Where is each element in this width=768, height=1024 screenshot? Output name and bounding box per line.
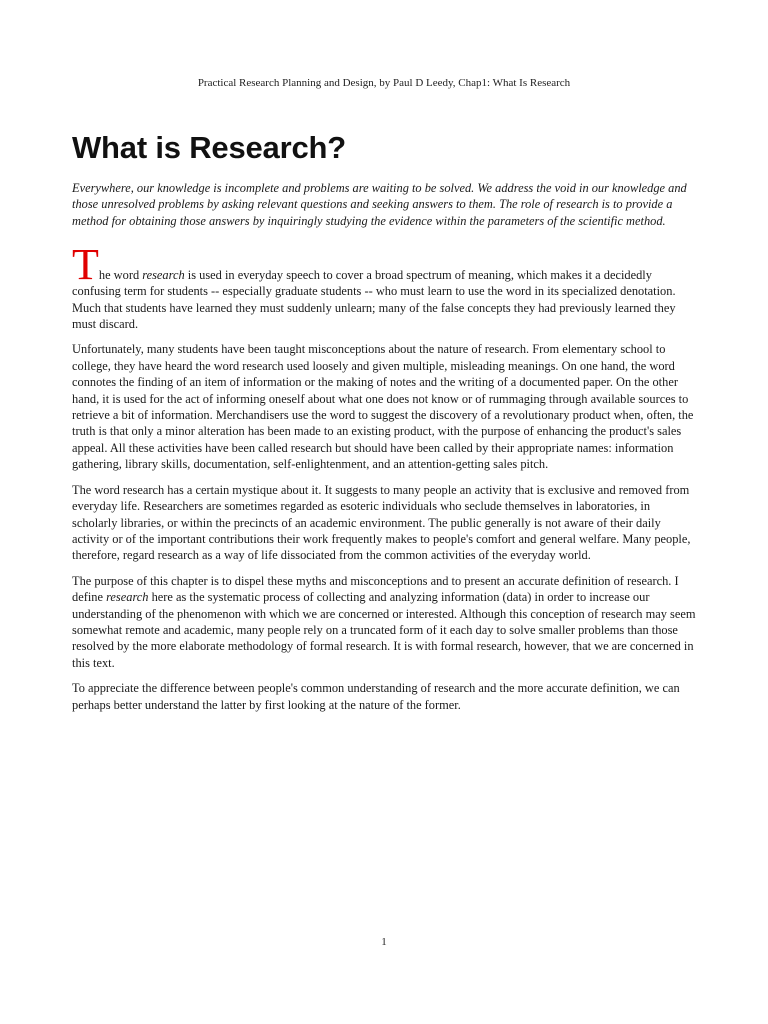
- first-line-text-after: is used in everyday speech to cover a broad spectrum of meaning, which makes it a decidedly: [184, 268, 652, 283]
- drop-cap: T: [72, 240, 99, 290]
- paragraph-4-after: here as the systematic process of collecting and analyzing information (data) in order to increase our understanding of the phenomenon with which we are concerned or interested. Although this conception of research may seem somewhat remote and academic, many people rely on a truncated form of it each day to solve smaller problems than those resolved by the more elaborate methodology of formal research. It is with formal research, however, that we are concerned in this text.: [72, 590, 696, 670]
- paragraph-4-emphasis: research: [106, 590, 149, 605]
- running-header: Practical Research Planning and Design, by Paul D Leedy, Chap1: What Is Research: [197, 77, 571, 89]
- paragraph-2: Unfortunately, many students have been taught misconceptions about the nature of research. From elementary school to college, they have heard the word research used loosely and given multiple, misleading meanings. On one hand, the word connotes the finding of an item of information or the making of notes and the writing of a documented paper. On the other hand, it is used for the act of informing oneself about what one does not know or of rummaging through available sources to retrieve a bit of information. Merchandisers use the word to suggest the discovery of a revolutionary product when, often, the truth is that only a minor alteration has been made to an existing product, with the purpose of enhancing the product's sales appeal. All these activities have been called research but should have been called by their appropriate names: information gathering, library skills, documentation, self-enlightenment, and an attention-getting sales pitch.: [72, 342, 694, 472]
- paragraph-4-before: The purpose of this chapter is to dispel these myths and misconceptions and to present an accurate definition of research. I define: [72, 573, 679, 605]
- paragraph-3: The word research has a certain mystique about it. It suggests to many people an activity that is exclusive and removed from everyday life. Researchers are sometimes regarded as esoteric individuals who seclude themselves in laboratories, in scholarly libraries, or within the precincts of an academic environment. The public generally is not aware of their daily activity or of the important contributions their work frequently makes to people's comfort and general welfare. Many people, therefore, regard research as a way of life dissociated from the common activities of the everyday world.: [72, 482, 691, 563]
- page-number: 1: [381, 936, 387, 948]
- lead-paragraph: Everywhere, our knowledge is incomplete and problems are waiting to be solved. We address the void in our knowledge and those unresolved problems by asking relevant questions and seeking answers to them. The role of research is to provide a method for obtaining those answers by inquiringly studying the evidence within the parameters of the scientific method.: [72, 181, 687, 228]
- first-paragraph-first-line: [72, 240, 698, 290]
- paragraph-4: [72, 573, 698, 671]
- first-line-text-before: he word: [98, 268, 143, 283]
- first-line-emphasis: research: [142, 268, 185, 283]
- article-body: [72, 124, 698, 722]
- paragraph-5: To appreciate the difference between people's common understanding of research and the more accurate definition, we can perhaps better understand the latter by first looking at the nature of the former.: [72, 681, 680, 712]
- first-paragraph-rest: confusing term for students -- especially graduate students -- who must learn to use the word in its specialized denotation. Much that students have learned they must suddenly unlearn; many of the false concepts they had previously learned they must discard.: [72, 284, 676, 332]
- page-title: What is Research?: [72, 130, 346, 165]
